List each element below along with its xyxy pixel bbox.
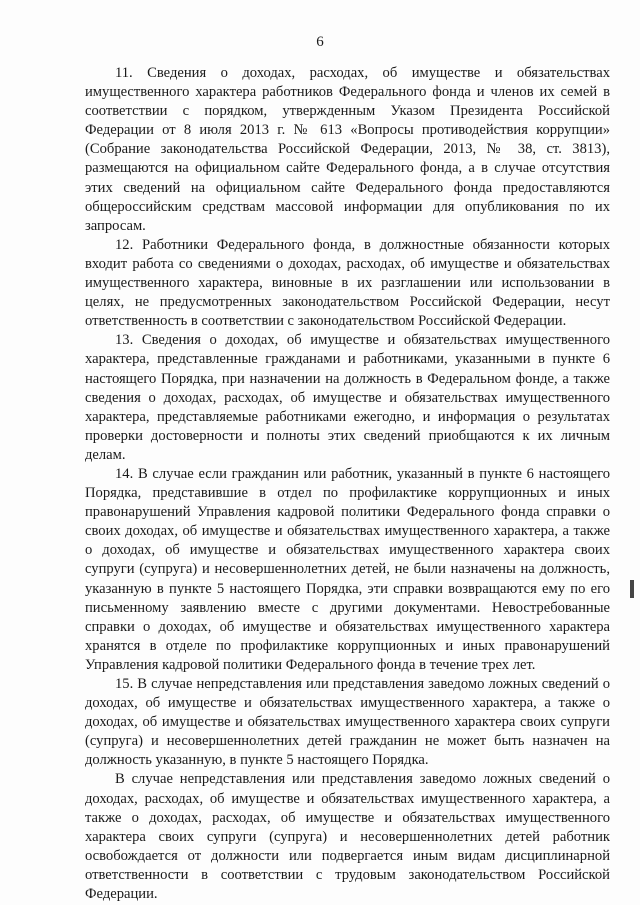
paragraph-14: 14. В случае если гражданин или работник, указанный в пункте 6 настоящего Порядка, представившие в отдел по профилактике коррупционных и иных правонарушений Управления кадровой политики Федерального фонда справки о своих доходах, об имуществе и обязательствах имущественного характера, а также о доходах, об имуществе и обязательствах имущественного характера своих супруги (супруга) и несовершеннолетних детей, не были назначены на должность, указанную в пункте 5 настоящего Порядка, эти справки возвращаются ему по его письменному заявлению вместе с другими документами. Невостребованные справки о доходах, об имуществе и обязательствах имущественного характера хранятся в отделе по профилактике коррупционных и иных правонарушений Управления кадровой политики Федерального фонда в течение трех лет.	[85, 465, 610, 673]
paragraph-15-continued: В случае непредставления или представления заведомо ложных сведений о доходах, расходах, об имуществе и обязательствах имущественного характера, а также о доходах, расходах, об имуществе и обязательствах имущественного характера своих супруги (супруга) и несовершеннолетних детей работник освобождается от должности или подвергается иным видам дисциплинарной ответственности в соответствии с трудовым законодательством Российской Федерации.	[85, 771, 610, 903]
paragraph-15: 15. В случае непредставления или представления заведомо ложных сведений о доходах, об имуществе и обязательствах имущественного характера, а также о доходах, об имуществе и обязательствах имущественного характера своих супруги (супруга) и несовершеннолетних детей гражданин не может быть назначен на должность указанную, в пункте 5 настоящего Порядка.	[85, 676, 610, 769]
page-number: 6	[316, 34, 324, 50]
paragraph-11: 11. Сведения о доходах, расходах, об имуществе и обязательствах имущественного характера работников Федерального фонда и членов их семей в соответствии с порядком, утвержденным Указом Президента Российской Федерации от 8 июля 2013 г. № 613 «Вопросы противодействия коррупции» (Собрание законодательства Российской Федерации, 2013, № 38, ст. 3813), размещаются на официальном сайте Федерального фонда, а в случае отсутствия этих сведений на официальном сайте Федерального фонда предоставляются общероссийским средствам массовой информации для опубликования по их запросам.	[85, 65, 610, 234]
paragraph-12: 12. Работники Федерального фонда, в должностные обязанности которых входит работа со сведениями о доходах, расходах, об имуществе и обязательствах имущественного характера, виновные в их разглашении или использовании в целях, не предусмотренных законодательством Российской Федерации, несут ответственность в соответствии с законодательством Российской Федерации.	[85, 236, 610, 330]
document-body	[85, 64, 610, 904]
scan-edge-mark	[630, 580, 634, 598]
paragraph-13: 13. Сведения о доходах, об имуществе и обязательствах имущественного характера, представленные гражданами и работниками, указанными в пункте 6 настоящего Порядка, при назначении на должность в Федеральном фонде, а также сведения о доходах, расходах, об имуществе и обязательствах имущественного характера, представляемые работниками ежегодно, и информация о результатах проверки достоверности и полноты этих сведений приобщаются к их личным делам.	[85, 332, 610, 463]
